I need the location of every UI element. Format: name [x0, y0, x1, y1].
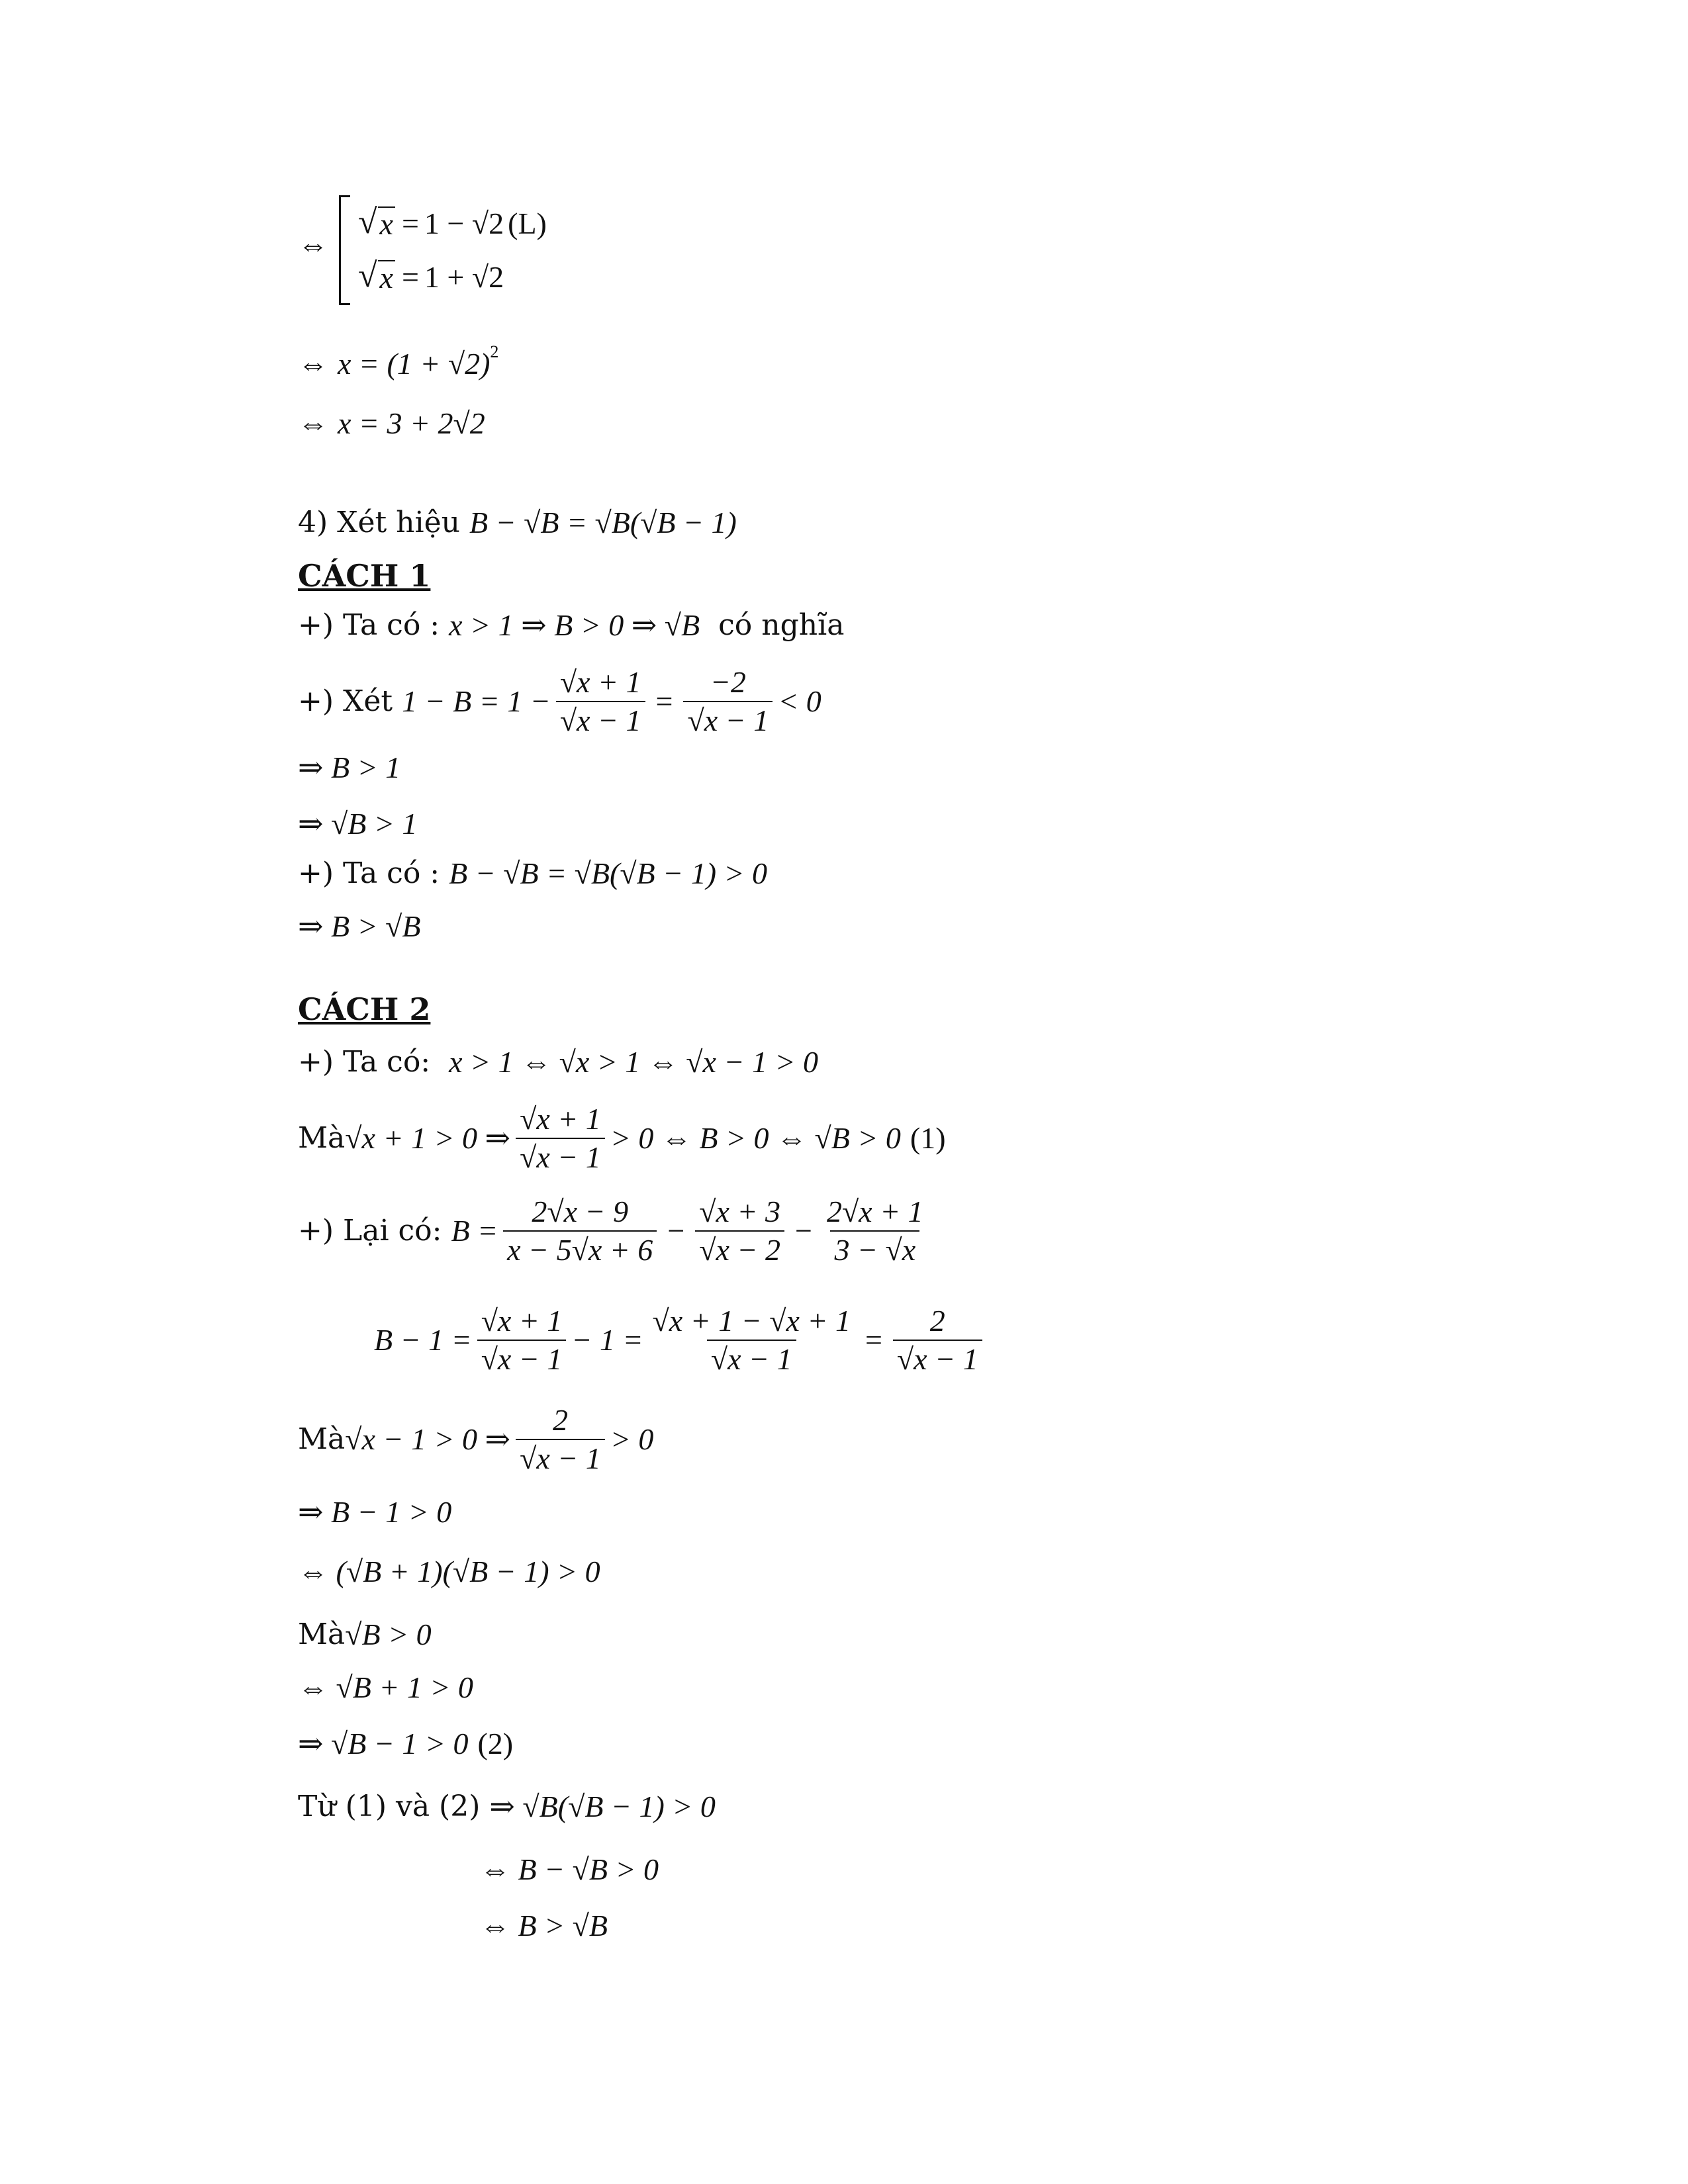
heading-text: CÁCH 2 — [298, 991, 431, 1027]
cach-2-heading — [298, 989, 430, 1029]
fraction-denominator: √x − 1 — [556, 701, 645, 738]
c2-line-5 — [298, 1400, 653, 1479]
fraction-denominator: √x − 1 — [707, 1340, 796, 1377]
c1-l2-tail: < 0 — [778, 684, 821, 718]
c2-l9-expr: ⇔ √B + 1 > 0 — [298, 1670, 473, 1704]
fraction-numerator: √x + 3 — [699, 1195, 780, 1228]
fraction-numerator: √x + 1 — [559, 665, 641, 699]
c1-l4-expr: ⇒ √B > 1 — [298, 807, 418, 841]
s3-line-3-expr: x = 3 + 2√2 — [338, 406, 485, 440]
c2-line-1 — [298, 1042, 818, 1082]
c1-line-6 — [298, 907, 421, 946]
fraction-numerator: 2√x + 1 — [826, 1195, 923, 1228]
c2-line-11 — [298, 1787, 716, 1827]
fraction-denominator: x − 5√x + 6 — [503, 1230, 657, 1267]
fraction-denominator: √x − 2 — [695, 1230, 784, 1267]
s3-line-2-expr: x = (1 + √2) — [338, 347, 491, 381]
c2-l4-mid: − 1 = — [571, 1323, 643, 1357]
case-1-value: 1 − √2 — [424, 206, 504, 240]
cach-1-heading — [298, 556, 430, 596]
c2-l8-label: Mà — [298, 1617, 346, 1651]
c2-l12-expr: ⇔ B − √B > 0 — [480, 1852, 659, 1886]
c2-l3-fraction-1 — [503, 1195, 657, 1267]
c2-l2-left: √x + 1 > 0 ⇒ — [345, 1121, 511, 1155]
c2-line-12 — [480, 1850, 659, 1889]
c2-l4-fraction-3 — [893, 1304, 982, 1377]
case-2: √ x = 1 + √2 — [358, 256, 504, 295]
arrow-symbol: ⇔ — [298, 228, 328, 261]
c2-l3-left: B = — [451, 1214, 498, 1248]
c1-line-3 — [298, 748, 400, 788]
fraction-denominator: √x − 1 — [683, 701, 773, 738]
c1-l1-label: +) Ta có : — [298, 608, 440, 642]
c1-line-5 — [298, 854, 767, 893]
c2-l1-expr: x > 1 ⇔ √x > 1 ⇔ √x − 1 > 0 — [449, 1045, 819, 1079]
fraction-numerator: √x + 1 — [481, 1304, 563, 1338]
c2-line-7 — [298, 1552, 600, 1592]
c2-line-8 — [298, 1615, 432, 1655]
c2-l5-right: > 0 — [610, 1422, 654, 1456]
c1-l1-tail: có nghĩa — [718, 608, 845, 642]
c2-l2-label: Mà — [298, 1121, 346, 1155]
fraction-numerator: √x + 1 — [520, 1102, 601, 1136]
c2-l5-left: √x − 1 > 0 ⇒ — [345, 1422, 511, 1456]
c1-l2-label: +) Xét — [298, 684, 393, 718]
c2-l2-right: > 0 ⇔ B > 0 ⇔ √B > 0 — [610, 1121, 901, 1155]
s3-line-2-exponent: 2 — [490, 342, 499, 361]
c2-line-2 — [298, 1099, 946, 1178]
section-4-expr: B − √B = √B(√B − 1) — [469, 506, 737, 539]
c1-l1-expr: x > 1 ⇒ B > 0 ⇒ √B — [449, 608, 700, 642]
c2-l5-label: Mà — [298, 1422, 346, 1456]
case-bracket — [339, 195, 350, 305]
c2-line-6 — [298, 1492, 451, 1532]
c2-line-4: B − 1 = $\frac{√x + 1}{√x - 1}$ − 1 = $\frac{√x + 1 - √x + 1}{√x - 1}$ = $\frac{2}{√x - 1}$ — [374, 1300, 988, 1380]
c2-l3-label: +) Lại có: — [298, 1214, 442, 1248]
section-4-label: 4) Xét hiệu — [298, 506, 460, 539]
equation-tag-1: (1) — [910, 1121, 946, 1155]
c2-l13-expr: ⇔ B > √B — [480, 1909, 608, 1942]
fraction-denominator: √x − 1 — [477, 1340, 567, 1377]
c2-l11-expr: ⇒ √B(√B − 1) > 0 — [489, 1790, 716, 1823]
case-list — [357, 203, 547, 295]
c1-l5-expr: B − √B = √B(√B − 1) > 0 — [449, 856, 768, 890]
c2-l4-fraction-2 — [649, 1304, 855, 1377]
c2-line-3: +) Lại có: B = $\frac{2√x - 9}{x - 5√x + 6}$ − $\frac{√x + 3}{√x - 2}$ − $\frac{2√x + 1}{3 - √x}$ — [298, 1191, 933, 1271]
c2-l4-fraction-1 — [477, 1304, 567, 1377]
heading-text: CÁCH 1 — [298, 558, 431, 594]
c1-line-4 — [298, 804, 417, 844]
equation-tag-2: (2) — [477, 1727, 514, 1760]
c1-l2-fraction-2 — [683, 665, 773, 738]
equivalence-arrow — [298, 225, 328, 265]
fraction-numerator: 2 — [552, 1403, 568, 1437]
c1-line-2: +) Xét 1 − B = 1 − $\frac{√x + 1}{√x - 1}$ = $\frac{-2}{√x - 1}$ < 0 — [298, 665, 821, 737]
c1-l3-expr: ⇒ B > 1 — [298, 751, 401, 784]
c2-line-9 — [298, 1668, 473, 1707]
case-1-note: (L) — [508, 206, 547, 240]
c2-l2-fraction — [516, 1102, 605, 1175]
c2-line-10 — [298, 1724, 513, 1764]
s3-line-3 — [298, 404, 485, 443]
fraction-numerator: √x + 1 − √x + 1 — [652, 1304, 851, 1338]
fraction-denominator: √x − 1 — [516, 1138, 605, 1175]
s3-line-2 — [298, 344, 498, 384]
fraction-denominator: √x − 1 — [893, 1340, 982, 1377]
arrow-symbol: ⇔ — [298, 406, 328, 440]
arrow-symbol: ⇔ — [298, 347, 328, 381]
c2-line-13 — [480, 1906, 608, 1946]
fraction-denominator: √x − 1 — [516, 1439, 605, 1476]
c2-l6-expr: ⇒ B − 1 > 0 — [298, 1495, 452, 1529]
c2-l3-fraction-2 — [695, 1195, 784, 1267]
c1-l2-fraction-1 — [556, 665, 645, 738]
case-1: √ x = 1 − √2 (L) — [358, 203, 547, 241]
c2-l11-label: Từ (1) và (2) — [298, 1790, 481, 1823]
case-system — [339, 195, 547, 305]
c1-l6-expr: ⇒ B > √B — [298, 909, 421, 943]
fraction-denominator: 3 − √x — [830, 1230, 919, 1267]
c2-l8-expr: √B > 0 — [345, 1617, 432, 1651]
c2-l3-fraction-3 — [823, 1195, 927, 1267]
fraction-numerator: 2√x − 9 — [532, 1195, 629, 1228]
section-4-title — [298, 503, 737, 543]
c2-l1-label: +) Ta có: — [298, 1045, 431, 1079]
c2-l4-left: B − 1 = — [374, 1323, 472, 1357]
fraction-numerator: 2 — [929, 1304, 945, 1338]
case-2-value: 1 + √2 — [424, 260, 504, 294]
c1-l5-label: +) Ta có : — [298, 856, 440, 890]
c2-l7-expr: ⇔ (√B + 1)(√B − 1) > 0 — [298, 1555, 600, 1588]
c1-line-1 — [298, 606, 844, 645]
c1-l2-left: 1 − B = 1 − — [402, 684, 551, 718]
c2-l5-fraction — [516, 1403, 605, 1476]
c2-l10-expr: ⇒ √B − 1 > 0 — [298, 1727, 469, 1760]
fraction-numerator: −2 — [710, 665, 746, 699]
